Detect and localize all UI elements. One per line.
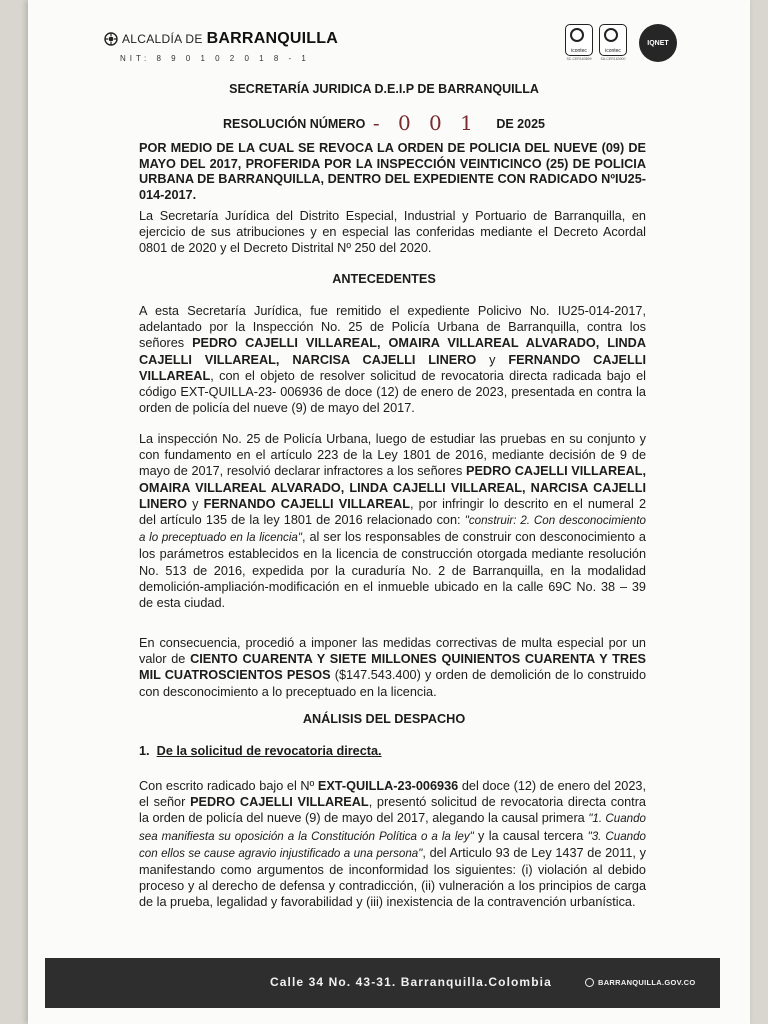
footer-website — [585, 978, 696, 987]
certification-seals — [565, 24, 677, 62]
website-url: BARRANQUILLA.GOV.CO — [598, 978, 696, 987]
icontec-seal-1: icontec SC-CER163899 — [565, 24, 593, 61]
section-title: De la solicitud de revocatoria directa. — [156, 744, 382, 758]
section-heading — [139, 744, 382, 758]
resolution-year: DE 2025 — [496, 117, 545, 131]
resolution-label: RESOLUCIÓN NÚMERO — [222, 117, 366, 131]
certification-icon — [570, 28, 584, 42]
antecedentes-heading: ANTECEDENTES — [332, 272, 436, 286]
section-number: 1. — [139, 744, 150, 758]
icontec-seal-2: icontec SA-CER163900 — [599, 24, 627, 61]
footer-address: Calle 34 No. 43-31. Barranquilla.Colombia — [270, 975, 552, 989]
analisis-heading: ANÁLISIS DEL DESPACHO — [302, 712, 466, 726]
paragraph-antecedentes-3: En consecuencia, procedió a imponer las medidas correctivas de multa especial por un valor de CIENTO CUARENTA Y SIETE MILLONES QUINIENTOS CUARENTA Y TRES MIL CUATROSCIENTOS PESOS ($147.543.400) y orden de demolición de lo construido con desconocimiento a lo preceptuado en la licencia. — [139, 636, 647, 699]
nit-number: NIT: 8 9 0 1 0 2 0 1 8 - 1 — [120, 54, 310, 63]
page-footer — [45, 958, 720, 1008]
certification-icon — [604, 28, 618, 42]
resolution-subject: POR MEDIO DE LA CUAL SE REVOCA LA ORDEN DE POLICIA DEL NUEVE (09) DE MAYO DEL 2017, PROFERIDA POR LA INSPECCIÓN VEINTICINCO (25) DE POLICIA URBANA DE BARRANQUILLA, DENTRO DEL EXPEDIENTE CON RADICADO NºIU25-014-2017. — [139, 141, 646, 202]
resolution-line — [0, 109, 768, 133]
intro-paragraph: La Secretaría Jurídica del Distrito Especial, Industrial y Portuario de Barranquilla, en ejercicio de sus atribuciones y en especial las conferidas mediante el Decreto Acordal 0801 de 2020 y el Decreto Distrital Nº 250 del 2020. — [139, 209, 646, 256]
issuer-title: SECRETARÍA JURIDICA D.E.I.P DE BARRANQUILLA — [229, 82, 539, 96]
letterhead — [104, 30, 338, 63]
logo-text-big: BARRANQUILLA — [206, 30, 338, 47]
paragraph-antecedentes-2: La inspección No. 25 de Policía Urbana, luego de estudiar las pruebas en su conjunto y con fundamento en el artículo 223 de la Ley 1801 de 2016, mediante decisión de 9 de mayo de 2017, resolvió declarar infractores a los señores PEDRO CAJELLI VILLAREAL, OMAIRA VILLAREAL ALVARADO, LINDA CAJELLI VILLAREAL, NARCISA CAJELLI LINERO y FERNANDO CAJELLI VILLAREAL, por infringir lo descrito en el numeral 2 del artículo 135 de la ley 1801 de 2016 relacionado con: "construir: 2. Con desconocimiento a lo preceptuado en la licencia", al ser los responsables de construir con desconocimiento a los parámetros establecidos en la licencia de construcción otorgada mediante resolución No. 513 de 2016, expedida por la curaduría No. 2 de Barranquilla, en la modalidad demolición-ampliación-modificación en el inmueble ubicado en la calle 69C No. 38 – 39 de esta ciudad. — [139, 432, 647, 611]
paragraph-analisis-1: Con escrito radicado bajo el Nº EXT-QUILLA-23-006936 del doce (12) de enero del 2023, el señor PEDRO CAJELLI VILLAREAL, presentó solicitud de revocatoria directa contra la orden de policía del nueve (9) de mayo del 2017, alegando la causal primera "1. Cuando sea manifiesta su oposición a la Constitución Política o a la ley" y la causal tercera "3. Cuando con ellos se cause agravio injustificado a una persona", del Articulo 93 de Ley 1437 de 2011, y manifestando como argumentos de inconformidad los siguientes: (i) violación al debido proceso y al derecho de defensa y contradicción, (ii) vulneración a los principios de carga de la prueba, legalidad y favorabilidad y (iii) inexistencia de la contravención urbanística. — [139, 779, 646, 910]
logo-text-small: ALCALDÍA DE — [122, 32, 203, 46]
city-emblem-icon — [104, 32, 118, 46]
paragraph-antecedentes-1: A esta Secretaría Jurídica, fue remitido el expediente Policivo No. IU25-014-2017, adelantado por la Inspección No. 25 de Policía Urbana de Barranquilla, contra los señores PEDRO CAJELLI VILLAREAL, OMAIRA VILLAREAL ALVARADO, LINDA CAJELLI VILLAREAL, NARCISA CAJELLI LINERO y FERNANDO CAJELLI VILLAREAL, con el objeto de resolver solicitud de revocatoria directa radicada bajo el código EXT-QUILLA-23- 006936 de doce (12) de enero de 2023, presentada en contra la orden de policía del nueve (9) de mayo del 2017. — [139, 304, 646, 416]
alcaldia-logo — [104, 30, 338, 48]
resolution-number: - 0 0 1 — [372, 111, 479, 135]
globe-icon — [585, 978, 594, 987]
iqnet-seal: IQNET — [639, 24, 677, 62]
